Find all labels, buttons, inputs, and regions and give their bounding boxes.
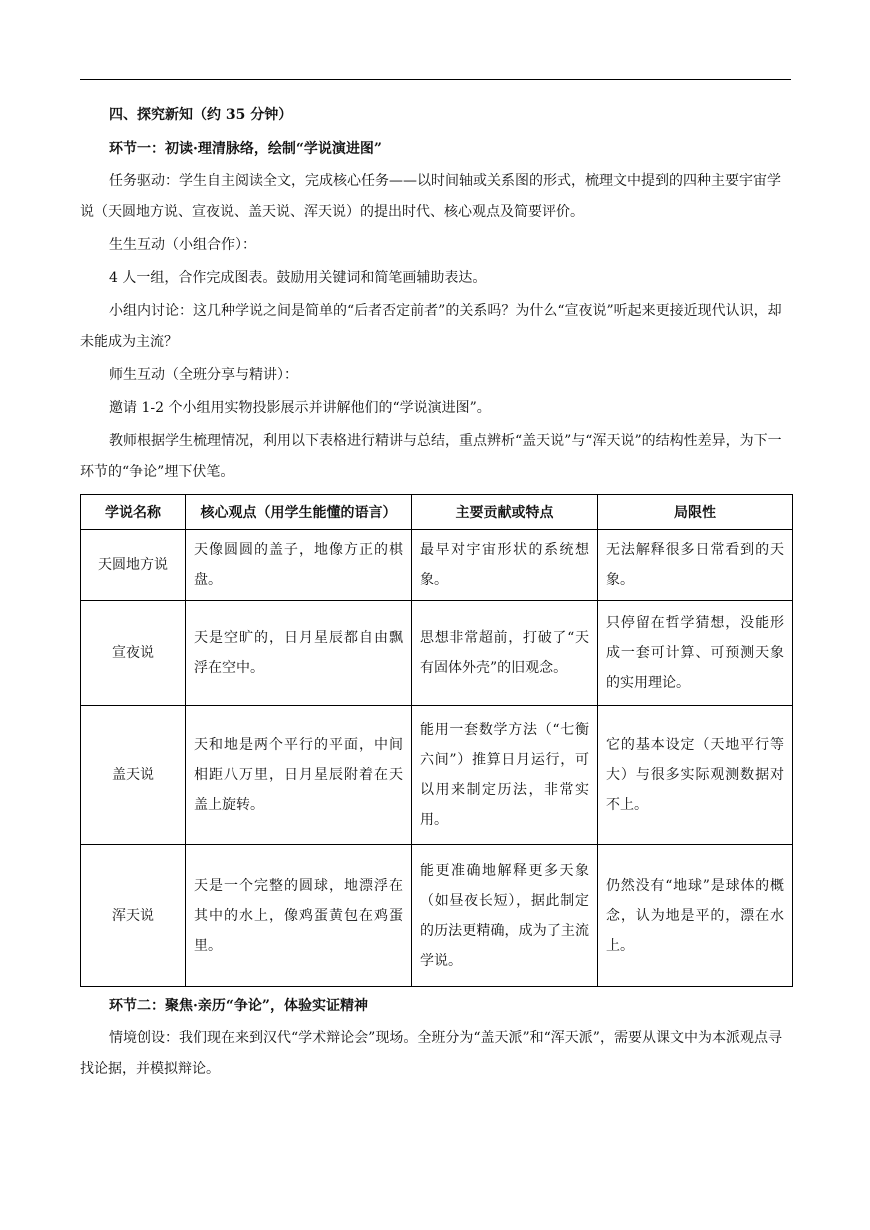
header-theory-name: 学说名称 bbox=[81, 495, 186, 530]
table-row bbox=[81, 601, 793, 706]
teacher-invite-paragraph: 邀请 1-2 个小组用实物投影展示并讲解他们的“学说演进图”。 bbox=[109, 400, 491, 416]
section-heading: 四、探究新知（约 35 分钟） bbox=[109, 107, 293, 123]
task-paragraph: 任务驱动：学生自主阅读全文，完成核心任务——以时间轴或关系图的形式，梳理文中提到的四种主要宇宙学说（天圆地方说、宣夜说、盖天说、浑天说）的提出时代、核心观点及简要评价。 bbox=[80, 173, 781, 220]
segment1-title: 环节一：初读·理清脉络，绘制“学说演进图” bbox=[109, 141, 382, 157]
theory-name: 宣夜说 bbox=[81, 601, 186, 706]
teacher-interaction-title: 师生互动（全班分享与精讲）： bbox=[109, 367, 298, 383]
peer-group-paragraph: 4 人一组，合作完成图表。鼓励用关键词和简笔画辅助表达。 bbox=[109, 270, 487, 286]
table-row bbox=[81, 845, 793, 987]
theory-name: 天圆地方说 bbox=[81, 530, 186, 601]
table-row bbox=[81, 530, 793, 601]
theory-table bbox=[80, 494, 793, 987]
limitation-cell: 只停留在哲学猜想，没能形成一套可计算、可预测天象的实用理论。 bbox=[606, 615, 784, 691]
contribution-cell: 能更准确地解释更多天象（如昼夜长短），据此制定的历法更精确，成为了主流学说。 bbox=[420, 862, 589, 969]
contribution-cell: 能用一套数学方法（“七衡六间”）推算日月运行，可以用来制定历法，非常实用。 bbox=[420, 722, 589, 828]
core-view-cell: 天像圆圆的盖子，地像方正的棋盘。 bbox=[194, 542, 403, 588]
header-core-view: 核心观点（用学生能懂的语言） bbox=[186, 495, 412, 530]
document-body bbox=[80, 100, 791, 1085]
header-rule bbox=[80, 79, 791, 80]
peer-discussion-paragraph: 小组内讨论：这几种学说之间是简单的“后者否定前者”的关系吗？为什么“宣夜说”听起来更接近现代认识，却未能成为主流？ bbox=[80, 303, 782, 350]
peer-interaction-title: 生生互动（小组合作）： bbox=[109, 237, 256, 253]
segment2-title: 环节二：聚焦·亲历“争论”，体验实证精神 bbox=[109, 998, 368, 1014]
teacher-summary-paragraph: 教师根据学生梳理情况，利用以下表格进行精讲与总结，重点辨析“盖天说”与“浑天说”的结构性差异，为下一环节的“争论”埋下伏笔。 bbox=[80, 433, 782, 480]
scenario-paragraph: 情境创设：我们现在来到汉代“学术辩论会”现场。全班分为“盖天派”和“浑天派”，需要从课文中为本派观点寻找论据，并模拟辩论。 bbox=[80, 1030, 782, 1077]
limitation-cell: 仍然没有“地球”是球体的概念，认为地是平的，漂在水上。 bbox=[606, 877, 784, 954]
core-view-cell: 天是空旷的，日月星辰都自由飘浮在空中。 bbox=[194, 630, 403, 676]
theory-name: 盖天说 bbox=[81, 706, 186, 845]
header-contribution: 主要贡献或特点 bbox=[412, 495, 598, 530]
table-row bbox=[81, 706, 793, 845]
header-limitation: 局限性 bbox=[598, 495, 793, 530]
table-header-row bbox=[81, 495, 793, 530]
theory-name: 浑天说 bbox=[81, 845, 186, 987]
contribution-cell: 思想非常超前，打破了“天有固体外壳”的旧观念。 bbox=[420, 630, 589, 676]
core-view-cell: 天是一个完整的圆球，地漂浮在其中的水上，像鸡蛋黄包在鸡蛋里。 bbox=[194, 877, 403, 954]
limitation-cell: 无法解释很多日常看到的天象。 bbox=[606, 542, 784, 588]
contribution-cell: 最早对宇宙形状的系统想象。 bbox=[420, 542, 589, 588]
limitation-cell: 它的基本设定（天地平行等大）与很多实际观测数据对不上。 bbox=[606, 737, 784, 813]
core-view-cell: 天和地是两个平行的平面，中间相距八万里，日月星辰附着在天盖上旋转。 bbox=[194, 737, 403, 813]
